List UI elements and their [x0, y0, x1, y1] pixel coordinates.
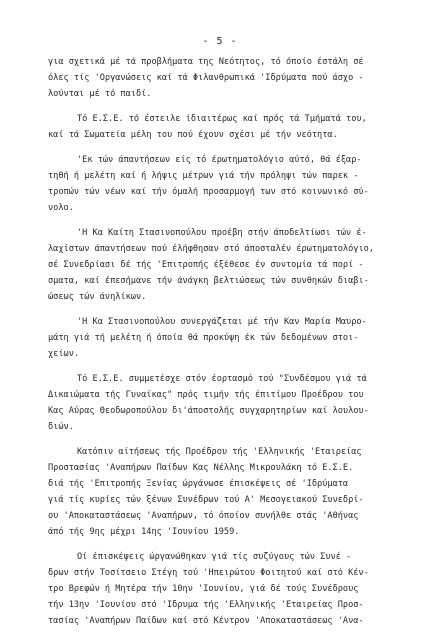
- text-line: Κας Αύρας Θεοδωροπούλου δι'άποστολής συγχαρητηρίων καί λουλου-: [48, 406, 369, 416]
- text-line: καί τά Σωματεία μέλη του πού έχουν σχέσι μέ τήν νεότητα.: [48, 130, 338, 140]
- text-line: τρο Βρεφών ή Μητέρα τήν 10ην 'Ιουνίου, γιά δέ τούς Συνέδρους: [48, 584, 359, 594]
- text-line: γιά τίς κυρίες τών ξένων Συνέδρων τού Α' Μεσογειακού Συνεδρί-: [48, 495, 364, 505]
- text-line: τασίας 'Αναπήρων Παίδων καί στό Κέντρον 'Αποκαταστάσεως 'Ανα-: [48, 616, 364, 626]
- text-line: άπό τής 9ης μέχρι 14ης 'Ιουνίου 1959.: [48, 527, 240, 537]
- text-line: Δικαιώματα τής Γυναίκας" πρός τιμήν τής έπιτίμου Προέδρου του: [48, 390, 364, 400]
- text-line: Τό Ε.Σ.Ε. τό έστειλε ίδιαιτέρως καί πρός τά Τμήματά του,: [77, 114, 367, 124]
- text-line: μάτη γιά τή μελέτη ή όποία θά προκύψη έκ τών δεδομένων στοι-: [48, 333, 359, 343]
- text-line: Κατόπιν αίτήσεως τής Προέδρου τής 'Ελληνικής 'Εταιρείας: [77, 447, 362, 457]
- text-line: διά τής 'Επιτροπής Ξενίας ώργάνωσε έπισκέψεις σέ 'Ιδρύματα: [48, 479, 349, 489]
- text-line: νολο.: [48, 203, 74, 213]
- text-line: τήν 13ην 'Ιουνίου στό 'Ιδρυμα τής 'Ελληνικής 'Εταιρείας Προσ-: [48, 600, 364, 610]
- text-line: 'Η Κα Καίτη Στασινοπούλου προέβη στήν άποδελτίωσι τών έ-: [77, 228, 367, 238]
- text-line: 'Η Κα Στασινοπούλου συνεργάζεται μέ τήν Καν Μαρία Μαυρο-: [77, 317, 367, 327]
- text-line: δρων στήν Τοσίτσειο Στέγη τού 'Ηπειρώτου Φοιτητού καί στό Κέν-: [48, 568, 369, 578]
- text-line: τηθή ή μελέτη καί ή λήψις μέτρων γιά τήν πρόληψι τών παρεκ -: [48, 171, 359, 181]
- text-line: για σχετικά μέ τά προβλήματα της Νεότητος, τό όποίο έστάλη σέ: [48, 57, 364, 67]
- text-line: όλες τίς 'Οργανώσεις καί τά Φιλανθρωπικά 'Ιδρύματα πού άσχο -: [48, 73, 364, 83]
- text-line: Τό Ε.Σ.Ε. συμμετέσχε στόν έορτασμό τού "Συνδέσμου γιά τά: [77, 374, 367, 384]
- text-line: Οί έπισκέψεις ώργανώθηκαν γιά τίς συζύγους τών Συνέ -: [77, 552, 352, 562]
- text-line: ώσεως τών άνηλίκων.: [48, 292, 147, 302]
- text-line: σέ Συνεδρίασι δέ τής 'Επιτροπής έξέθεσε έν συντομία τά πορί -: [48, 260, 364, 270]
- text-line: ου 'Αποκαταστάσεως 'Αναπήρων, τό όποίον συνήλθε στάς 'Αθήνας: [48, 511, 359, 521]
- text-line: λούνται μέ τό παιδί.: [48, 89, 152, 99]
- text-line: τροπών τών νέων καί τήν όμαλή προσαρμογή των στό κοινωνικό σύ-: [48, 187, 369, 197]
- text-line: σματα, καί έπεσήμανε τήν άνάγκη βελτιώσεως τών συνθηκών διαβι-: [48, 276, 369, 286]
- text-line: χείων.: [48, 349, 80, 359]
- text-line: Προστασίας 'Αναπήρων Παίδων Κας Νέλλης Μικρουλάκη τό Ε.Σ.Ε.: [48, 463, 354, 473]
- text-line: 'Εκ τών άπαντήσεων είς τό έρωτηματολόγιο αύτό, θά έξαρ-: [77, 155, 362, 165]
- text-line: διών.: [48, 422, 74, 432]
- page-number: - 5 -: [202, 36, 238, 47]
- text-line: λαχίστων άπαντήσεων πού έλήφθησαν στό άποσταλέν έρωτηματολόγιο,: [48, 244, 374, 254]
